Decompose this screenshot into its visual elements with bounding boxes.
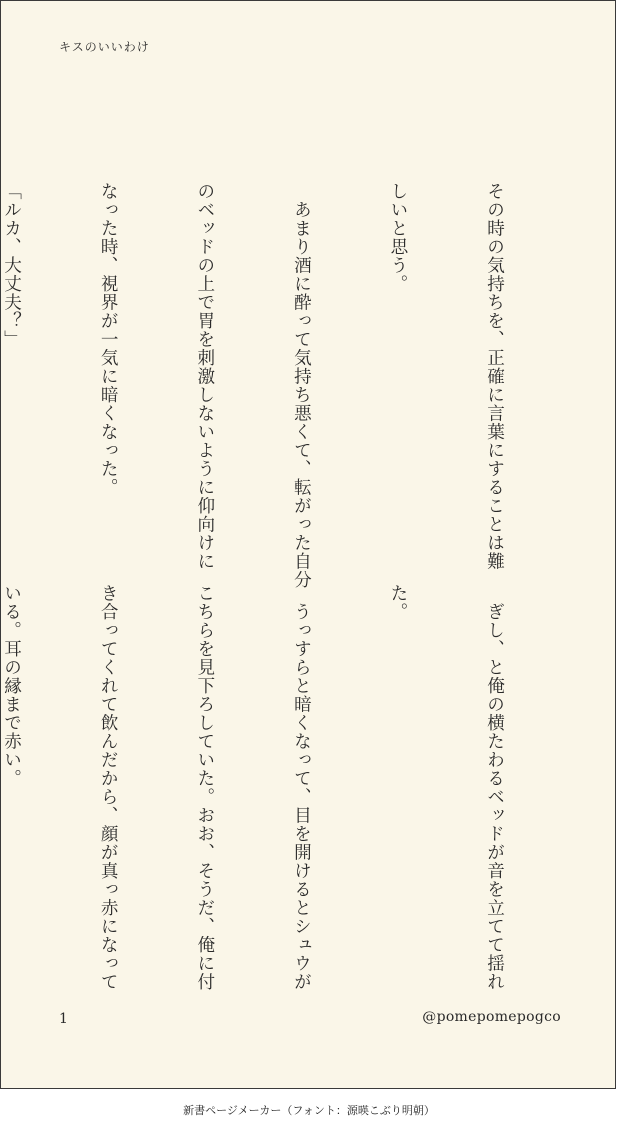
text-block-bottom xyxy=(0,584,575,1004)
text-line: しいと思う。 xyxy=(387,182,408,293)
generator-credit: 新書ページメーカー（フォント：源暎こぶり明朝） xyxy=(183,1104,435,1117)
page-number: 1 xyxy=(59,1011,68,1027)
text-line: なった時、視界が一気に暗くなった。 xyxy=(98,182,119,497)
text-line: き合ってくれて飲んだから、顔が真っ赤になって xyxy=(98,584,119,991)
author-handle: @pomepomepogco xyxy=(422,1009,561,1025)
text-line: 「ルカ、大丈夫？」 xyxy=(1,182,22,349)
book-title: キスのいいわけ xyxy=(59,40,150,54)
text-line: のベッドの上で胃を刺激しないように仰向けに xyxy=(194,182,215,571)
text-line: あまり酒に酔って気持ち悪くて、転がった自分 xyxy=(291,182,312,589)
text-line: ぎし、と俺の横たわるベッドが音を立てて揺れ xyxy=(484,584,505,991)
text-block-top xyxy=(0,182,575,589)
text-line: いる。耳の縁まで赤い。 xyxy=(1,584,22,788)
text-line: こちらを見下ろしていた。おお、そうだ、俺に付 xyxy=(194,584,215,991)
text-line: その時の気持ちを、正確に言葉にすることは難 xyxy=(484,182,505,571)
text-line: うっすらと暗くなって、目を開けるとシュウが xyxy=(291,584,312,991)
text-line: た。 xyxy=(387,584,408,621)
